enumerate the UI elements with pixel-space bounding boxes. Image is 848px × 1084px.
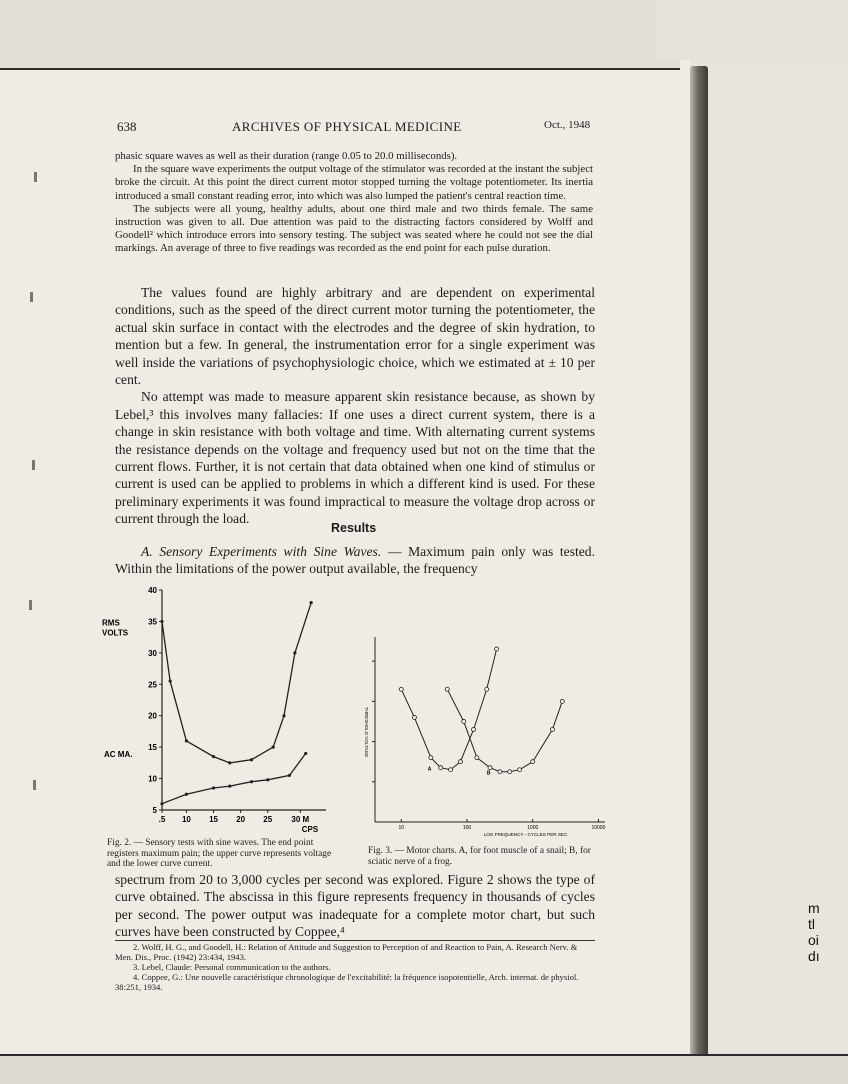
adjacent-page-letter: oi bbox=[808, 932, 819, 948]
margin-speck bbox=[29, 600, 32, 610]
fig2-data-point bbox=[304, 752, 307, 755]
fig3-data-point bbox=[475, 756, 479, 760]
fig2-series-1 bbox=[162, 603, 311, 763]
footnote: 4. Coppee, G.: Une nouvelle caractéristique chronologique de l'excitabilité: la fréquence isopotentielle, Arch. internat. de physiol. 38:251, 1934. bbox=[115, 972, 579, 992]
continued-text bbox=[115, 871, 595, 941]
fig2-y-tick-label: 10 bbox=[148, 774, 157, 784]
results-text bbox=[115, 543, 595, 578]
fig2-y-label: RMS bbox=[102, 618, 120, 628]
adjacent-page-letter: dı bbox=[808, 948, 820, 964]
fig3-data-point bbox=[458, 760, 462, 764]
issue-date: Oct., 1948 bbox=[544, 119, 591, 131]
fig3-data-point bbox=[560, 699, 564, 703]
paragraph: spectrum from 20 to 3,000 cycles per second was explored. Figure 2 shows the type of curve obtained. The abscissa in this figure represents frequency in thousands of cycles per second. The power output was inadequate for a complete motor chart, but such curves have been constructed by Coppee,⁴ bbox=[115, 872, 595, 940]
fig2-data-point bbox=[250, 780, 253, 783]
fig3-x-tick-label: 100 bbox=[462, 825, 472, 831]
paragraph: The subjects were all young, healthy adults, about one third male and two thirds female. The same instruction was given to all. Due attention was paid to the distracting factors considered by Wolff and Goodell² which introduce errors into sensory testing. The subject was seated where he could not see the dial markings. An average of three to five readings was recorded as the end point for each pulse duration. bbox=[115, 202, 593, 255]
section-heading: Results bbox=[331, 521, 377, 535]
fig2-data-point bbox=[282, 714, 285, 717]
fig2-data-point bbox=[169, 680, 172, 683]
fig2-data-point bbox=[272, 746, 275, 749]
fig3-data-point bbox=[485, 687, 489, 691]
fig2-x-tick-label: 25 bbox=[263, 815, 273, 824]
fig2-data-point bbox=[250, 758, 253, 761]
fig2-data-point bbox=[212, 755, 215, 758]
figures bbox=[100, 582, 620, 872]
adjacent-page-edge bbox=[690, 60, 848, 1060]
fig2-data-point bbox=[228, 785, 231, 788]
figure-charts bbox=[100, 582, 620, 872]
fig2-data-point bbox=[185, 793, 188, 796]
fig2-x-tick-label: .5 bbox=[158, 815, 166, 824]
fig3-data-point bbox=[531, 760, 535, 764]
fig3-data-point bbox=[462, 719, 466, 723]
fig2-y-tick-label: 5 bbox=[152, 806, 157, 815]
paragraph: The values found are highly arbitrary and are dependent on experimental conditions, such as the speed of the direct current motor turning the potentiometer, the actual skin surface in contact with the electrodes and the degree of skin hydration, to mention but a few. In general, the instrumentation error for a single experiment was well inside the variations of psychophysiologic choice, which we estimated at ± 10 per cent. bbox=[115, 285, 595, 388]
fig2-data-point bbox=[212, 786, 215, 789]
fig3-data-point bbox=[550, 728, 554, 732]
small-text-block bbox=[115, 150, 593, 256]
fig3-data-point bbox=[412, 715, 416, 719]
footnote: 3. Lebel, Claude: Personal communication to the authors. bbox=[133, 962, 331, 972]
fig2-data-point bbox=[160, 802, 163, 805]
margin-speck bbox=[32, 460, 35, 470]
fig2-y-tick-label: 30 bbox=[148, 648, 157, 658]
fig2-data-point bbox=[266, 778, 269, 781]
fig3-data-point bbox=[508, 770, 512, 774]
scan-top-edge bbox=[0, 0, 680, 70]
subsection-lead: A. Sensory Experiments with Sine Waves. bbox=[141, 544, 382, 559]
footnotes bbox=[115, 940, 595, 992]
body-text-block bbox=[115, 284, 595, 528]
fig2-x-label: CPS bbox=[301, 825, 319, 834]
fig3-x-label: LOG FREQUENCY - CYCLES PER SEC. bbox=[483, 832, 569, 837]
margin-speck bbox=[30, 292, 33, 302]
fig2-y-tick-label: 15 bbox=[148, 743, 157, 753]
page-number: 638 bbox=[117, 119, 137, 134]
fig2-x-tick-label: 15 bbox=[209, 815, 218, 824]
fig2-x-tick-label: 30 M bbox=[291, 815, 310, 824]
fig2-data-point bbox=[185, 739, 188, 742]
fig2-data-point bbox=[160, 620, 163, 623]
paragraph-text: — Maximum pain only was tested. Within the limitations of the power output available, the frequency bbox=[115, 544, 595, 577]
fig3-series-label: B bbox=[486, 770, 491, 777]
figure-2-caption: Fig. 2. — Sensory tests with sine waves. The end point registers maximum pain; the upper curve represents voltage and the lower curve current. bbox=[107, 838, 332, 870]
fig2-data-point bbox=[310, 601, 313, 604]
fig2-y2-label: AC MA. bbox=[104, 750, 133, 760]
fig3-y-label: THRESHOLD VOLTAGE bbox=[364, 706, 369, 758]
fig3-x-tick-label: 10 bbox=[398, 825, 405, 831]
fig2-data-point bbox=[288, 774, 291, 777]
margin-speck bbox=[33, 780, 36, 790]
adjacent-page-letter: tl bbox=[808, 916, 815, 932]
scan-top-right-edge bbox=[655, 0, 848, 60]
fig2-data-point bbox=[293, 651, 296, 654]
fig3-data-point bbox=[445, 687, 449, 691]
paragraph: phasic square waves as well as their duration (range 0.05 to 20.0 milliseconds). bbox=[115, 150, 458, 162]
adjacent-page-letter: m bbox=[808, 900, 820, 916]
scan-bottom-edge bbox=[0, 1054, 848, 1084]
fig3-data-point bbox=[472, 728, 476, 732]
fig3-series-B bbox=[447, 689, 562, 771]
fig3-data-point bbox=[439, 766, 443, 770]
book-binding bbox=[690, 66, 708, 1056]
fig2-y-tick-label: 25 bbox=[148, 680, 157, 690]
fig3-x-tick-label: 10000 bbox=[591, 825, 606, 831]
journal-title: ARCHIVES OF PHYSICAL MEDICINE bbox=[232, 119, 462, 134]
fig2-x-tick-label: 10 bbox=[181, 815, 191, 824]
fig3-data-point bbox=[495, 647, 499, 651]
paragraph: In the square wave experiments the output voltage of the stimulator was recorded at the instant the subject broke the circuit. At this point the direct current motor stopped turning the voltage potentiometer. Its inertia introduced a small constant reading error, into which was also lumped the patient's central reaction time. bbox=[115, 163, 593, 202]
paragraph: No attempt was made to measure apparent skin resistance because, as shown by Lebel,³ this involves many fallacies: If one uses a direct current system, there is a change in skin resistance with both voltage and time. With alternating current systems the resistance depends on the voltage and frequency used but not on the time that the current flows. Further, it is not certain that data obtained when one kind of stimulus or current is used can be applied to problems in which a different kind is used. For these preliminary experiments it was found impractical to measure the voltage drop across or current through the load. bbox=[115, 389, 595, 527]
footnote: 2. Wolff, H. G., and Goodell, H.: Relation of Attitude and Suggestion to Perception of and Reaction to Pain, A. Research Nerv. & Men. Dis., Proc. (1942) 23:434, 1943. bbox=[115, 942, 578, 962]
fig3-data-point bbox=[449, 768, 453, 772]
fig3-data-point bbox=[498, 770, 502, 774]
fig2-y-tick-label: 35 bbox=[148, 617, 157, 627]
fig3-data-point bbox=[399, 687, 403, 691]
fig3-data-point bbox=[429, 756, 433, 760]
fig2-y-tick-label: 40 bbox=[148, 586, 157, 595]
fig2-data-point bbox=[228, 761, 231, 764]
fig2-y-tick-label: 20 bbox=[148, 711, 157, 721]
fig2-y-label: VOLTS bbox=[102, 628, 129, 638]
fig3-x-tick-label: 1000 bbox=[527, 825, 539, 831]
fig2-x-tick-label: 20 bbox=[236, 815, 246, 824]
fig3-data-point bbox=[488, 766, 492, 770]
figure-3-caption: Fig. 3. — Motor charts. A, for foot muscle of a snail; B, for sciatic nerve of a frog. bbox=[368, 846, 591, 867]
fig3-data-point bbox=[518, 768, 522, 772]
margin-speck bbox=[34, 172, 37, 182]
fig3-series-label: A bbox=[427, 766, 432, 773]
fig3-series-A bbox=[401, 649, 496, 770]
fig2-series-2 bbox=[162, 753, 306, 803]
